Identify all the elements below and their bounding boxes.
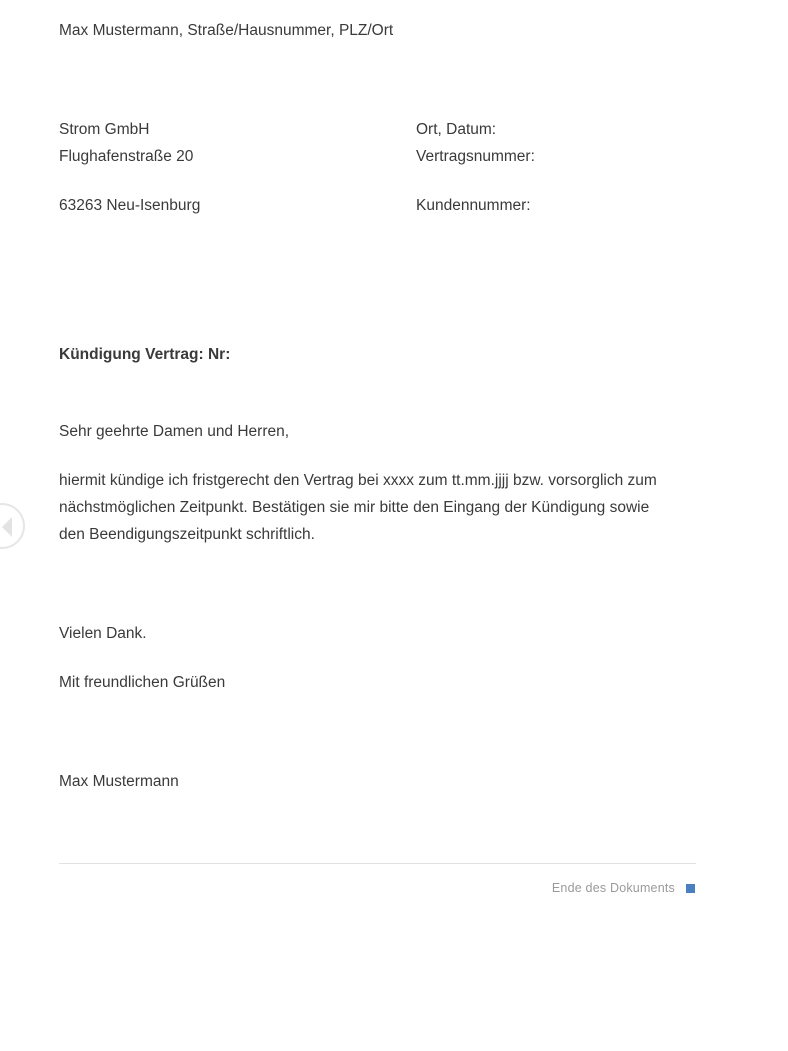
end-of-document bbox=[552, 879, 695, 897]
place-date-label: Ort, Datum: bbox=[416, 121, 497, 138]
letter-body bbox=[59, 467, 657, 548]
recipient-city: 63263 Neu-Isenburg bbox=[59, 197, 201, 214]
end-of-document-label: Ende des Dokuments bbox=[551, 881, 675, 895]
letter-salutation: Sehr geehrte Damen und Herren, bbox=[59, 423, 290, 440]
recipient-street: Flughafenstraße 20 bbox=[59, 148, 194, 165]
meta-spacer bbox=[416, 170, 535, 192]
body-line: den Beendigungszeitpunkt schriftlich. bbox=[59, 526, 315, 543]
sender-address: Max Mustermann, Straße/Hausnummer, PLZ/Ort bbox=[59, 22, 394, 39]
letter-subject: Kündigung Vertrag: Nr: bbox=[59, 346, 231, 363]
body-line: nächstmöglichen Zeitpunkt. Bestätigen sie mir bitte den Eingang der Kündigung sowie bbox=[59, 499, 650, 516]
customer-number-label: Kundennummer: bbox=[416, 197, 531, 214]
recipient-address bbox=[59, 116, 200, 219]
recipient-spacer bbox=[59, 170, 200, 192]
body-line: hiermit kündige ich fristgerecht den Vertrag bei xxxx zum tt.mm.jjjj bzw. vorsorglich zum bbox=[59, 472, 657, 489]
previous-page-button[interactable] bbox=[0, 503, 25, 549]
chevron-left-icon bbox=[2, 517, 12, 537]
letter-thanks: Vielen Dank. bbox=[59, 625, 147, 642]
contract-number-label: Vertragsnummer: bbox=[416, 148, 535, 165]
footer-divider bbox=[59, 863, 696, 864]
letter-meta bbox=[416, 116, 535, 219]
recipient-name: Strom GmbH bbox=[59, 121, 150, 138]
letter-closing: Mit freundlichen Grüßen bbox=[59, 674, 226, 691]
end-marker-square-icon bbox=[686, 884, 695, 893]
letter-signature: Max Mustermann bbox=[59, 773, 179, 790]
